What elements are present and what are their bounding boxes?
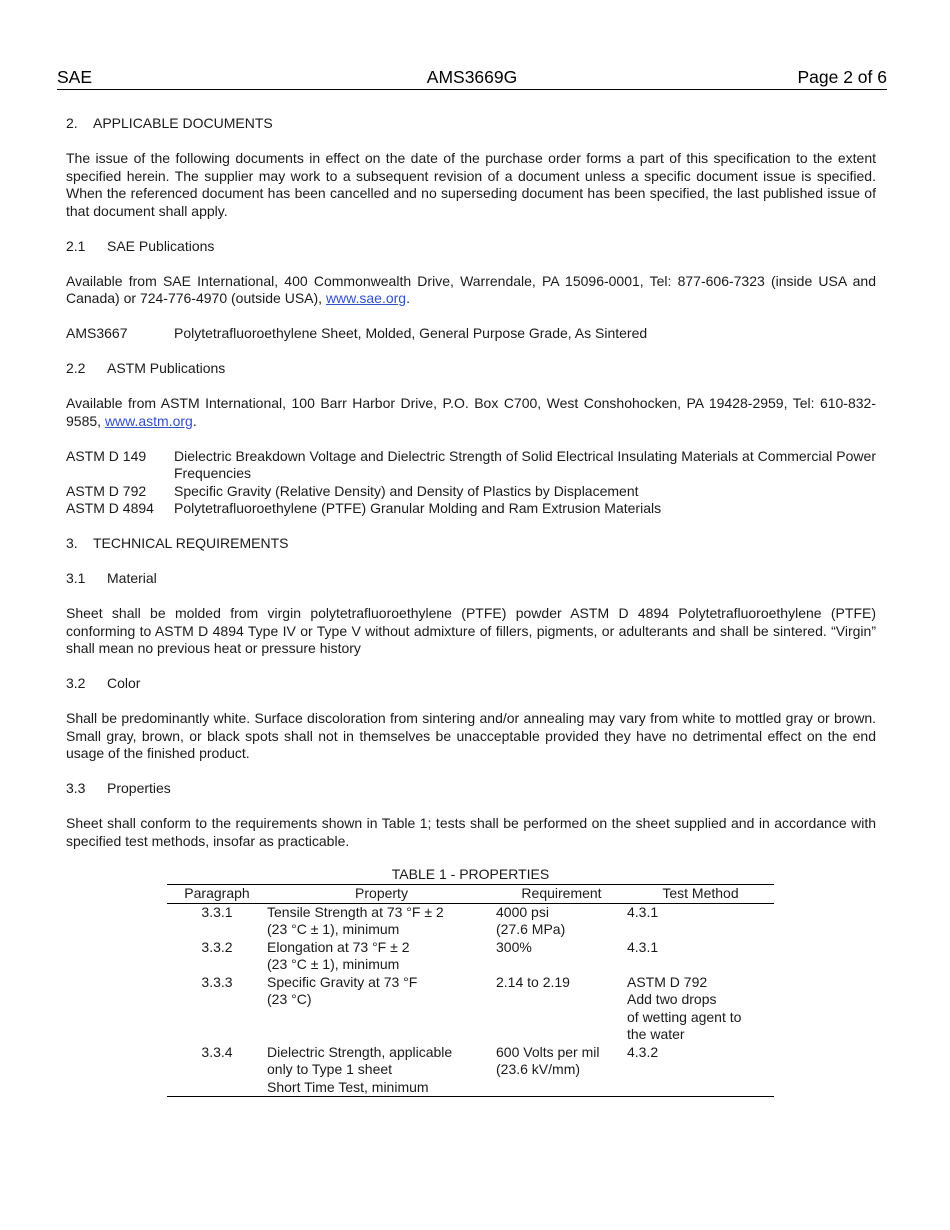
- header-org: SAE: [57, 67, 93, 87]
- paragraph: Available from SAE International, 400 Commonwealth Drive, Warrendale, PA 15096-0001, Tel: 877-606-7323 (inside USA and Canada) or 724-776-4970 (outside USA), www.sae.org.: [66, 272, 876, 306]
- column-header: Paragraph: [167, 885, 267, 904]
- cell-test-method: 4.3.2: [627, 1044, 774, 1097]
- column-header: Requirement: [496, 885, 627, 904]
- reference-entry: ASTM D 4894 Polytetrafluoroethylene (PTFE) Granular Molding and Ram Extrusion Materials: [66, 500, 662, 516]
- cell-requirement: 2.14 to 2.19: [496, 973, 570, 990]
- sae-website-link[interactable]: www.sae.org: [325, 290, 407, 306]
- cell-test-method: ASTM D 792 Add two drops of wetting agent to the water: [627, 973, 742, 1042]
- cell-test-method: 4.3.1: [627, 903, 659, 920]
- cell-paragraph: 3.3.2: [201, 938, 233, 955]
- reference-entry: AMS3667 Polytetrafluoroethylene Sheet, Molded, General Purpose Grade, As Sintered: [66, 325, 648, 341]
- cell-paragraph: 3.3.3: [201, 973, 233, 990]
- table-header-row: [167, 885, 774, 904]
- paragraph: Sheet shall be molded from virgin polytetrafluoroethylene (PTFE) powder ASTM D 4894 Polytetrafluoroethylene (PTFE) conforming to ASTM D 4894 Type IV or Type V without admixture of fillers, pigments, or adulterants and shall be sintered. “Virgin” shall mean no previous heat or pressure history: [66, 605, 876, 656]
- header-doc-id: AMS3669G: [426, 67, 518, 87]
- cell-paragraph: 3.3.1: [201, 903, 233, 920]
- section-heading: 3. TECHNICAL REQUIREMENTS: [66, 535, 289, 551]
- properties-table: [167, 884, 774, 1097]
- document-body: [66, 115, 876, 868]
- section-heading: 2.2 ASTM Publications: [66, 360, 226, 376]
- cell-property: Tensile Strength at 73 °F ± 2 (23 °C ± 1), minimum: [267, 903, 444, 937]
- column-header: Property: [267, 885, 496, 904]
- paragraph: The issue of the following documents in effect on the date of the purchase order forms a part of this specification to the extent specified herein. The supplier may work to a subsequent revision of a document unless a specific document issue is specified. When the referenced document has been cancelled and no superseding document has been specified, the last published issue of that document shall apply.: [66, 150, 876, 219]
- page-header: [57, 67, 887, 90]
- astm-website-link[interactable]: www.astm.org: [104, 412, 193, 429]
- properties-table-block: [167, 866, 774, 1097]
- paragraph: Shall be predominantly white. Surface discoloration from sintering and/or annealing may vary from white to mottled gray or brown. Small gray, brown, or black spots shall not in themselves be unacceptable provided they have no detrimental effect on the end usage of the finished product.: [66, 710, 876, 761]
- section-heading: 3.2 Color: [66, 675, 141, 691]
- section-heading: 2. APPLICABLE DOCUMENTS: [66, 115, 273, 131]
- reference-entry: ASTM D 792 Specific Gravity (Relative Density) and Density of Plastics by Displacement: [66, 482, 639, 499]
- section-heading: 3.3 Properties: [66, 780, 171, 796]
- cell-property: Elongation at 73 °F ± 2 (23 °C ± 1), minimum: [267, 938, 410, 972]
- table-caption: TABLE 1 - PROPERTIES: [391, 866, 550, 882]
- table-row: [167, 1044, 774, 1097]
- column-header: Test Method: [627, 885, 774, 904]
- paragraph: Available from ASTM International, 100 Barr Harbor Drive, P.O. Box C700, West Conshohocken, PA 19428-2959, Tel: 610-832-9585, www.astm.org.: [66, 395, 876, 429]
- cell-property: Dielectric Strength, applicable only to Type 1 sheet Short Time Test, minimum: [267, 1044, 496, 1097]
- cell-paragraph: 3.3.4: [167, 1044, 267, 1097]
- cell-requirement: 300%: [496, 938, 532, 955]
- section-heading: 2.1 SAE Publications: [66, 237, 215, 254]
- table-row: [167, 939, 774, 974]
- cell-property: Specific Gravity at 73 °F (23 °C): [267, 973, 418, 1007]
- header-page-number: Page 2 of 6: [797, 67, 887, 87]
- cell-requirement: 600 Volts per mil (23.6 kV/mm): [496, 1044, 627, 1097]
- section-heading: 3.1 Material: [66, 570, 157, 586]
- paragraph: Sheet shall conform to the requirements shown in Table 1; tests shall be performed on the sheet supplied and in accordance with specified test methods, insofar as practicable.: [66, 815, 876, 849]
- cell-test-method: 4.3.1: [627, 938, 659, 955]
- table-row: [167, 903, 774, 939]
- cell-requirement: 4000 psi (27.6 MPa): [496, 903, 566, 937]
- reference-entry: ASTM D 149 Dielectric Breakdown Voltage and Dielectric Strength of Solid Electrical Insulating Materials at Commercial Power Frequencies: [66, 447, 876, 481]
- table-row: [167, 974, 774, 1044]
